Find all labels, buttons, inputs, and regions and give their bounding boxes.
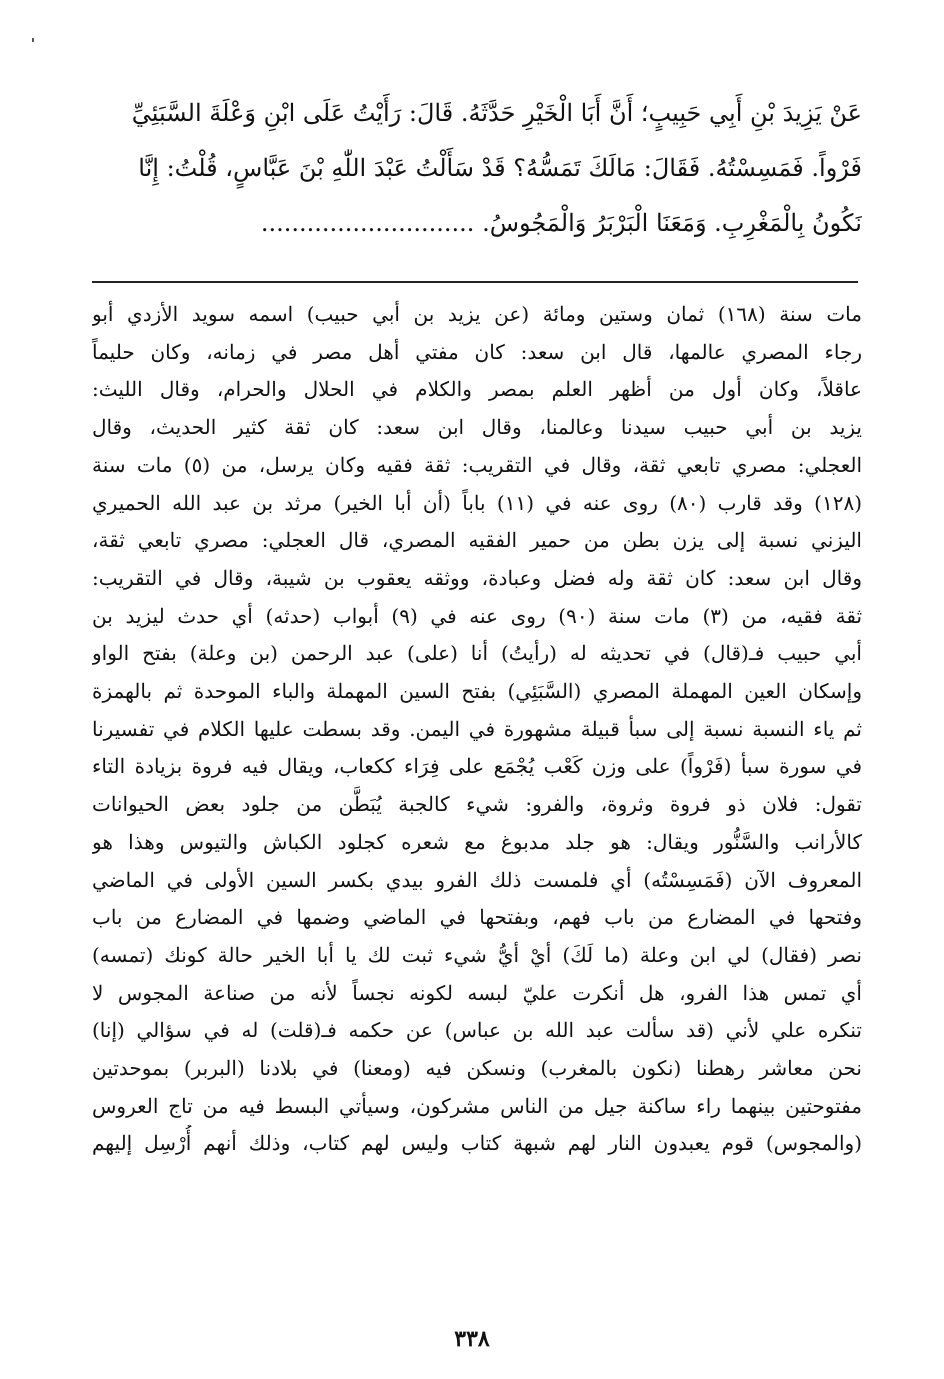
commentary-line: كالأرانب والسَّنُّور ويقال: هو جلد مدبوغ مع شعره كجلود الكباش والتيوس وهذا هو [92,829,862,854]
commentary-line: المعروف الآن (فَمَسِسْتُه) أي فلمست ذلك الفرو بيدي بكسر السين الأولى في الماضي [92,867,862,892]
commentary-line: ثقة فقيه، من (٣) مات سنة (٩٠) روى عنه في (٩) أبواب (حدثه) أي حدث ليزيد بن [92,603,862,628]
commentary-line: تنكره علي لأني (قد سألت عبد الله بن عباس) عن حكمه فـ(قلت) له في سؤالي (إنا) [92,1018,862,1043]
hadith-text [92,86,862,251]
commentary-line: (والمجوس) قوم يعبدون النار لهم شبهة كتاب وليس لهم كتاب، وذلك أنهم أُرْسِل إليهم [92,1131,862,1156]
commentary-line: اليزني نسبة إلى يزن بطن من حمير الفقيه المصري، قال العجلي: مصري تابعي ثقة، [92,528,862,553]
commentary-line: أي تمس هذا الفرو، هل أنكرت عليّ لبسه لكونه نجساً لأنه من صناعة المجوس لا [92,980,862,1005]
commentary-line: (١٢٨) وقد قارب (٨٠) روى عنه في (١١) باباً (أن أبا الخير) مرثد بن عبد الله الحميري [92,490,862,515]
commentary-line: العجلي: مصري تابعي ثقة، وقال في التقريب: ثقة فقيه وكان يرسل، من (٥) مات سنة [92,452,862,477]
hadith-line: فَرْواً. فَمَسِسْتُهُ. فَقَالَ: مَالَكَ تَمَسُّهُ؟ قَدْ سَأَلْتُ عَبْدَ اللّٰهِ بْنَ عَبَّاسٍ، قُلْتُ: إِنَّا [138,154,862,182]
commentary-line: نصر (فقال) لي ابن وعلة (ما لَكَ) أيْ أيُّ شيء ثبت لك يا أبا الخير حالة كونك (تمسه) [92,942,862,967]
page-number: ٣٣٨ [454,1326,490,1352]
hadith-line: نَكُونُ بِالْمَغْرِبِ. وَمَعَنَا الْبَرْبَرُ وَالْمَجُوسُ. ............................ [260,209,862,237]
commentary-line: مفتوحتين بينهما راء ساكنة جيل من الناس مشركون، وسيأتي البسط فيه من تاج العروس [92,1093,862,1118]
commentary-line: نحن معاشر رهطنا (نكون بالمغرب) ونسكن فيه (ومعنا) في بلادنا (البربر) بموحدتين [92,1056,862,1081]
footnote-divider [92,281,858,283]
commentary-text [92,296,862,1163]
commentary-line: وإسكان العين المهملة المصري (السَّبَئِي) بفتح السين المهملة والباء الموحدة ثم بالهمزة [92,679,862,704]
commentary-line: أبي حبيب فـ(قال) في تحديثه له (رأيتُ) أنا (على) عبد الرحمن (بن وعلة) بفتح الواو [92,641,862,666]
commentary-line: عاقلاً، وكان أول من أظهر العلم بمصر والكلام في الحلال والحرام، وقال الليث: [92,377,862,402]
scan-speck [32,38,34,42]
hadith-line: عَنْ يَزِيدَ بْنِ أَبِي حَبِيبٍ؛ أَنَّ أَبَا الْخَيْرِ حَدَّثَهُ. قَالَ: رَأَيْتُ عَلَى ابْنِ وَعْلَةَ السَّبَئِيِّ [131,99,862,127]
commentary-line: رجاء المصري عالمها، قال ابن سعد: كان مفتي أهل مصر في زمانه، وكان حليماً [92,339,862,364]
commentary-line: يزيد بن أبي حبيب سيدنا وعالمنا، وقال ابن سعد: كان ثقة كثير الحديث، وقال [92,415,862,440]
commentary-line: وقال ابن سعد: كان ثقة وله فضل وعبادة، ووثقه يعقوب بن شيبة، وقال في التقريب: [92,565,862,590]
commentary-line: في سورة سبأ (فَرْواً) على وزن كَعْب يُجْمَع على فِرَاء ككعاب، ويقال فيه فروة بزيادة التاء [92,754,862,779]
commentary-line: وفتحها في المضارع من باب فهم، وبفتحها في الماضي وضمها في المضارع من باب [92,905,862,930]
commentary-line: ثم ياء النسبة نسبة إلى سبأ قبيلة مشهورة في اليمن. وقد بسطت عليها الكلام في تفسيرنا [92,716,862,741]
commentary-line: تقول: فلان ذو فروة وثروة، والفرو: شيء كالجبة يُبَطَّن من جلود بعض الحيوانات [92,792,862,817]
commentary-line: مات سنة (١٦٨) ثمان وستين ومائة (عن يزيد بن أبي حبيب) اسمه سويد الأزدي أبو [92,302,862,326]
